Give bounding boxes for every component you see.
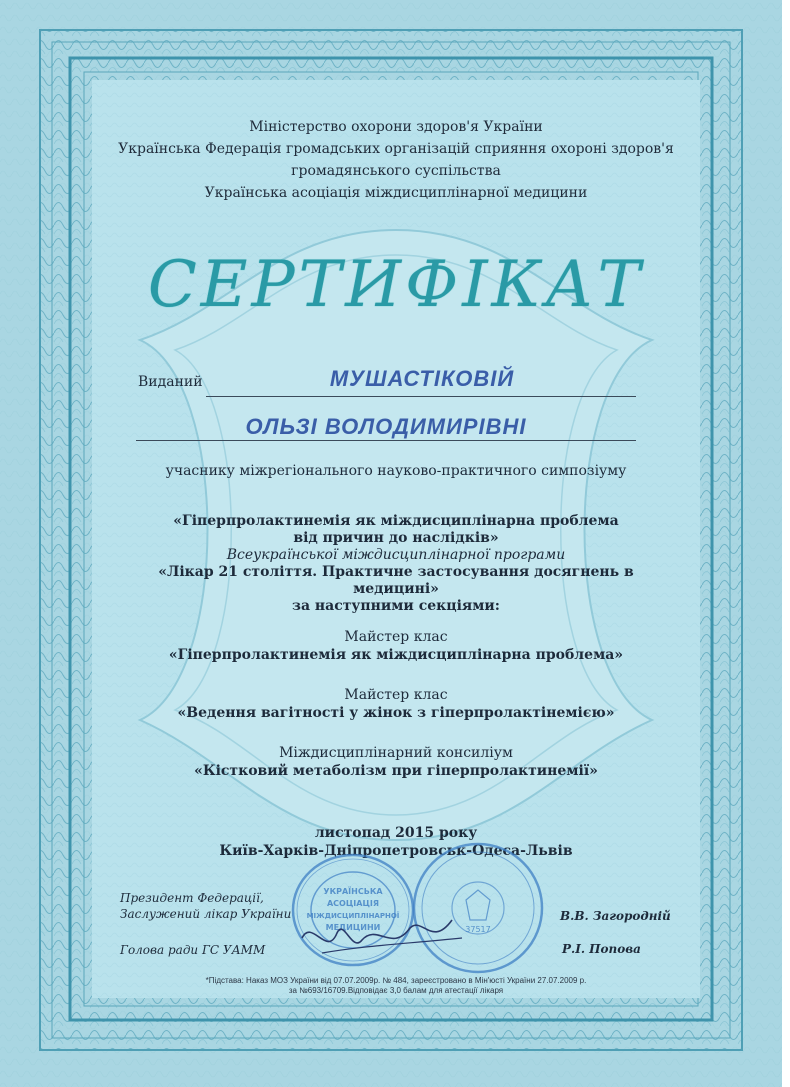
surname-underline [206, 396, 636, 397]
issued-to-label: Виданий [138, 374, 203, 390]
symposium-title-line2: від причин до наслідків» [293, 530, 499, 546]
president-title-line2: Заслужений лікар України [120, 907, 292, 921]
svg-text:УКРАЇНСЬКА: УКРАЇНСЬКА [323, 887, 383, 896]
certificate-content [92, 80, 700, 998]
program-label: Всеукраїнської міждисциплінарної програми [226, 547, 566, 563]
issuer-association: Українська асоціація міждисциплінарної медицини [204, 185, 588, 201]
svg-text:37517: 37517 [465, 925, 491, 934]
given-names-underline [136, 440, 636, 441]
svg-text:МІЖДИСЦИПЛІНАРНОЇ: МІЖДИСЦИПЛІНАРНОЇ [306, 912, 400, 920]
footnote-line2: за №693/16709.Відповідає 3,0 балам для атестації лікаря [288, 986, 504, 995]
section3-name: «Кістковий метаболізм при гіперпролактинемії» [194, 763, 598, 779]
svg-text:АСОЦІАЦІЯ: АСОЦІАЦІЯ [326, 899, 380, 908]
recipient-surname: МУШАСТІКОВІЙ [329, 366, 515, 391]
event-date: листопад 2015 року [314, 825, 478, 841]
symposium-title-line1: «Гіперпролактинемія як міждисциплінарна проблема [173, 513, 619, 529]
legal-footnote [92, 976, 700, 996]
program-title-line2: медицині» [353, 581, 439, 597]
event-cities: Київ-Харків-Дніпропетровськ-Одеса-Львів [219, 843, 573, 859]
section2-type: Майстер клас [344, 687, 448, 703]
issuer-header [92, 116, 700, 204]
participant-line: учаснику міжрегіонального науково-практичного симпозіуму [165, 463, 627, 479]
svg-text:МЕДИЦИНИ: МЕДИЦИНИ [325, 923, 381, 932]
section1-type: Майстер клас [344, 629, 448, 645]
sections-label: за наступними секціями: [292, 598, 500, 614]
section3-type: Міждисциплінарний консиліум [279, 745, 513, 761]
issuer-ministry: Міністерство охорони здоров'я України [249, 119, 543, 135]
issuer-federation: Українська Федерація громадських організацій сприяння охороні здоров'я [118, 141, 674, 157]
president-name: В.В. Загородній [560, 909, 671, 923]
footnote-line1: *Підстава: Наказ МОЗ України від 07.07.2009р. № 484, зареєстровано в Мін'юсті України 27.07.2009 р. [205, 976, 587, 985]
issuer-federation-cont: громадянського суспільства [291, 163, 501, 179]
chair-title: Голова ради ГС УАММ [120, 943, 266, 957]
section1-name: «Гіперпролактинемія як міждисциплінарна проблема» [168, 647, 624, 663]
recipient-given-names: ОЛЬЗІ ВОЛОДИМИРІВНІ [245, 414, 527, 439]
chair-name: Р.І. Попова [562, 942, 641, 956]
section2-name: «Ведення вагітності у жінок з гіперпролактінемією» [177, 705, 615, 721]
president-title-line1: Президент Федерації, [120, 891, 264, 905]
president-title [120, 890, 291, 922]
signature-scribble-icon [282, 898, 482, 968]
program-title-line1: «Лікар 21 століття. Практичне застосування досягнень в [158, 564, 634, 580]
certificate-title: СЕРТИФІКАТ [147, 248, 645, 322]
